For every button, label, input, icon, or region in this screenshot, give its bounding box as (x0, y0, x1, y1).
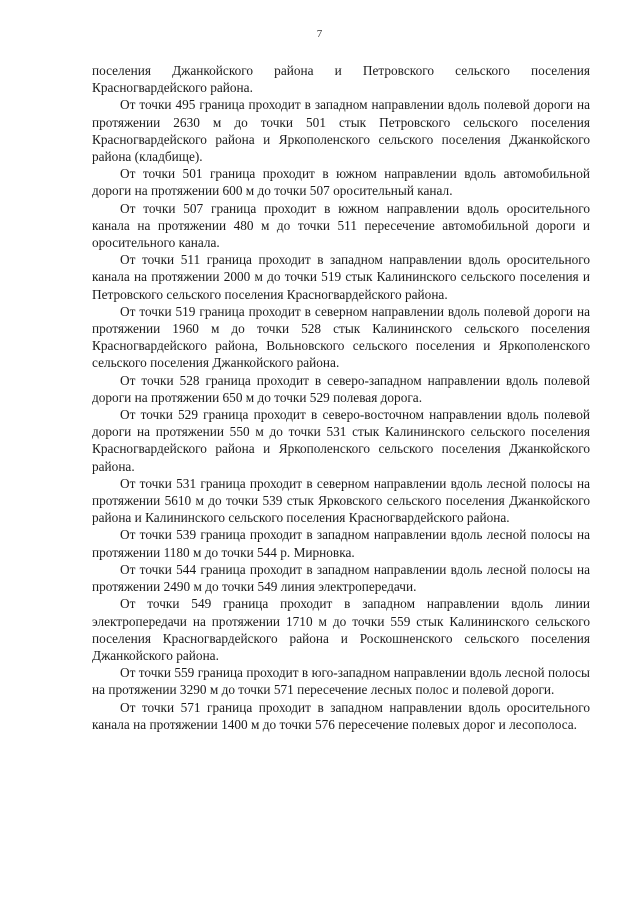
paragraph-point-559: От точки 559 граница проходит в юго-западном направлении вдоль лесной полосы на протяжении 3290 м до точки 571 пересечение лесных полос и полевой дороги. (92, 665, 590, 698)
paragraph-point-528: От точки 528 граница проходит в северо-западном направлении вдоль полевой дороги на протяжении 650 м до точки 529 полевая дорога. (92, 372, 590, 405)
page-number: 7 (316, 28, 323, 40)
paragraph-point-495: От точки 495 граница проходит в западном направлении вдоль полевой дороги на протяжении 2630 м до точки 501 стык Петровского сельского поселения Красногвардейского района и Яркополенского сельского поселения Джанкойского района (кладбище). (92, 97, 590, 165)
paragraph-point-511: От точки 511 граница проходит в западном направлении вдоль оросительного канала на протяжении 2000 м до точки 519 стык Калининского сельского поселения и Петровского сельского поселения Красногвардейского района. (92, 252, 590, 302)
paragraph-point-519: От точки 519 граница проходит в северном направлении вдоль полевой дороги на протяжении 1960 м до точки 528 стык Калининского сельского поселения Красногвардейского района, Вольновского сельского поселения и Яркополенского сельского поселения Джанкойского района. (92, 303, 590, 371)
paragraph-point-539: От точки 539 граница проходит в западном направлении вдоль лесной полосы на протяжении 1180 м до точки 544 р. Мирновка. (92, 527, 590, 560)
document-body (92, 62, 590, 733)
paragraph-point-571: От точки 571 граница проходит в западном направлении вдоль оросительного канала на протяжении 1400 м до точки 576 пересечение полевых дорог и лесополоса. (92, 699, 590, 732)
paragraph-point-531: От точки 531 граница проходит в северном направлении вдоль лесной полосы на протяжении 5610 м до точки 539 стык Ярковского сельского поселения Джанкойского района и Калининского сельского поселения Красногвардейского района. (92, 475, 590, 526)
paragraph-point-549: От точки 549 граница проходит в западном направлении вдоль линии электропередачи на протяжении 1710 м до точки 559 стык Калининского сельского поселения Красногвардейского района и Роскошненского сельского поселения Джанкойского района. (92, 596, 590, 663)
paragraph-point-507: От точки 507 граница проходит в южном направлении вдоль оросительного канала на протяжении 480 м до точки 511 пересечение автомобильной дороги и оросительного канала. (92, 200, 590, 251)
paragraph-point-529: От точки 529 граница проходит в северо-восточном направлении вдоль полевой дороги на протяжении 550 м до точки 531 стык Калининского сельского поселения Красногвардейского района и Яркополенского сельского поселения Джанкойского района. (92, 407, 590, 474)
paragraph-point-501: От точки 501 граница проходит в южном направлении вдоль автомобильной дороги на протяжении 600 м до точки 507 оросительный канал. (92, 166, 590, 199)
paragraph-continuation: поселения Джанкойского района и Петровского сельского поселения Красногвардейского района. (92, 63, 590, 96)
paragraph-point-544: От точки 544 граница проходит в западном направлении вдоль лесной полосы на протяжении 2490 м до точки 549 линия электропередачи. (92, 561, 590, 595)
